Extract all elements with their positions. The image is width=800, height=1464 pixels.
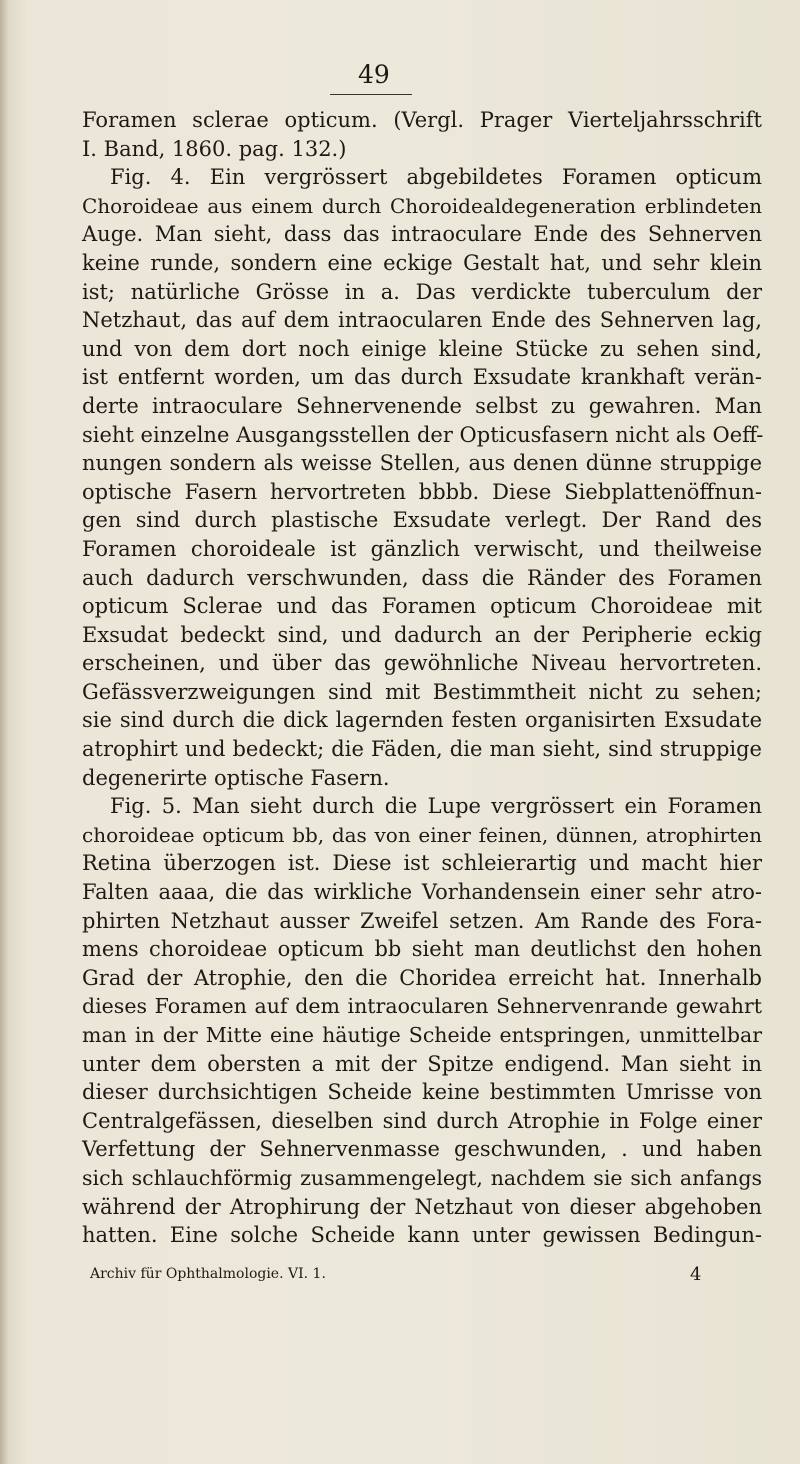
text-line: auch dadurch verschwunden, dass die Ränder des Foramen bbox=[82, 565, 762, 590]
text-line: Foramen choroideale ist gänzlich verwischt, und theilweise bbox=[82, 536, 762, 561]
text-line: degenerirte optische Fasern. bbox=[82, 765, 390, 790]
text-line: phirten Netzhaut ausser Zweifel setzen. Am Rande des Fora- bbox=[82, 908, 762, 933]
text-line: I. Band, 1860. pag. 132.) bbox=[82, 136, 347, 161]
text-line: Choroideae aus einem durch Choroidealdegeneration erblindeten bbox=[82, 193, 762, 218]
body-text bbox=[82, 106, 762, 1250]
text-line: hatten. Eine solche Scheide kann unter gewissen Bedingun- bbox=[82, 1223, 762, 1248]
text-line: derte intraoculare Sehnervenende selbst zu gewahren. Man bbox=[82, 393, 762, 418]
text-line: Grad der Atrophie, den die Choridea erreicht hat. Innerhalb bbox=[82, 965, 762, 990]
text-line: dieses Foramen auf dem intraocularen Sehnervenrande gewahrt bbox=[82, 994, 762, 1019]
text-line: opticum Sclerae und das Foramen opticum Choroideae mit bbox=[82, 594, 762, 619]
text-line: keine runde, sondern eine eckige Gestalt hat, und sehr klein bbox=[82, 250, 762, 275]
text-line: unter dem obersten a mit der Spitze endigend. Man sieht in bbox=[82, 1051, 762, 1076]
text-line: Falten aaaa, die das wirkliche Vorhandensein einer sehr atro- bbox=[82, 880, 762, 905]
signature-mark: 4 bbox=[690, 1264, 702, 1285]
text-line: choroideae opticum bb, das von einer feinen, dünnen, atrophirten bbox=[82, 822, 762, 847]
text-line: nungen sondern als weisse Stellen, aus denen dünne struppige bbox=[82, 451, 762, 476]
text-line: Fig. 4. Ein vergrössert abgebildetes Foramen opticum bbox=[110, 165, 762, 190]
text-line: Auge. Man sieht, dass das intraoculare Ende des Sehnerven bbox=[82, 222, 762, 247]
text-line: optische Fasern hervortreten bbbb. Diese Siebplattenöffnun- bbox=[82, 479, 762, 504]
text-line: erscheinen, und über das gewöhnliche Niveau hervortreten. bbox=[82, 651, 762, 676]
text-line: während der Atrophirung der Netzhaut von dieser abgehoben bbox=[82, 1194, 762, 1219]
journal-reference: Archiv für Ophthalmologie. VI. 1. bbox=[90, 1266, 326, 1282]
text-line: sie sind durch die dick lagernden festen organisirten Exsudate bbox=[82, 708, 762, 733]
page-number-rule bbox=[330, 94, 412, 95]
text-line: und von dem dort noch einige kleine Stücke zu sehen sind, bbox=[82, 336, 762, 361]
text-line: Retina überzogen ist. Diese ist schleierartig und macht hier bbox=[82, 851, 762, 876]
text-line: mens choroideae opticum bb sieht man deutlichst den hohen bbox=[82, 937, 762, 962]
text-line: sich schlauchförmig zusammengelegt, nachdem sie sich anfangs bbox=[82, 1165, 762, 1190]
text-line: Centralgefässen, dieselben sind durch Atrophie in Folge einer bbox=[82, 1108, 762, 1133]
page-number: 49 bbox=[358, 60, 390, 89]
text-line: Verfettung der Sehnervenmasse geschwunden, . und haben bbox=[82, 1137, 762, 1162]
text-line: sieht einzelne Ausgangsstellen der Opticusfasern nicht als Oeff- bbox=[82, 422, 764, 447]
text-line: dieser durchsichtigen Scheide keine bestimmten Umrisse von bbox=[82, 1080, 762, 1105]
text-line: Gefässverzweigungen sind mit Bestimmtheit nicht zu sehen; bbox=[82, 679, 762, 704]
text-line: gen sind durch plastische Exsudate verlegt. Der Rand des bbox=[82, 508, 762, 533]
text-line: atrophirt und bedeckt; die Fäden, die man sieht, sind struppige bbox=[82, 737, 762, 762]
text-line: ist entfernt worden, um das durch Exsudate krankhaft verän- bbox=[82, 365, 762, 390]
text-line: Netzhaut, das auf dem intraocularen Ende des Sehnerven lag, bbox=[82, 308, 762, 333]
text-line: ist; natürliche Grösse in a. Das verdickte tuberculum der bbox=[82, 279, 762, 304]
text-line: Fig. 5. Man sieht durch die Lupe vergrössert ein Foramen bbox=[110, 794, 762, 819]
text-line: Exsudat bedeckt sind, und dadurch an der Peripherie eckig bbox=[82, 622, 762, 647]
text-line: Foramen sclerae opticum. (Vergl. Prager Vierteljahrsschrift bbox=[82, 108, 762, 132]
text-line: man in der Mitte eine häutige Scheide entspringen, unmittelbar bbox=[82, 1023, 762, 1047]
binding-shadow bbox=[0, 0, 8, 1464]
